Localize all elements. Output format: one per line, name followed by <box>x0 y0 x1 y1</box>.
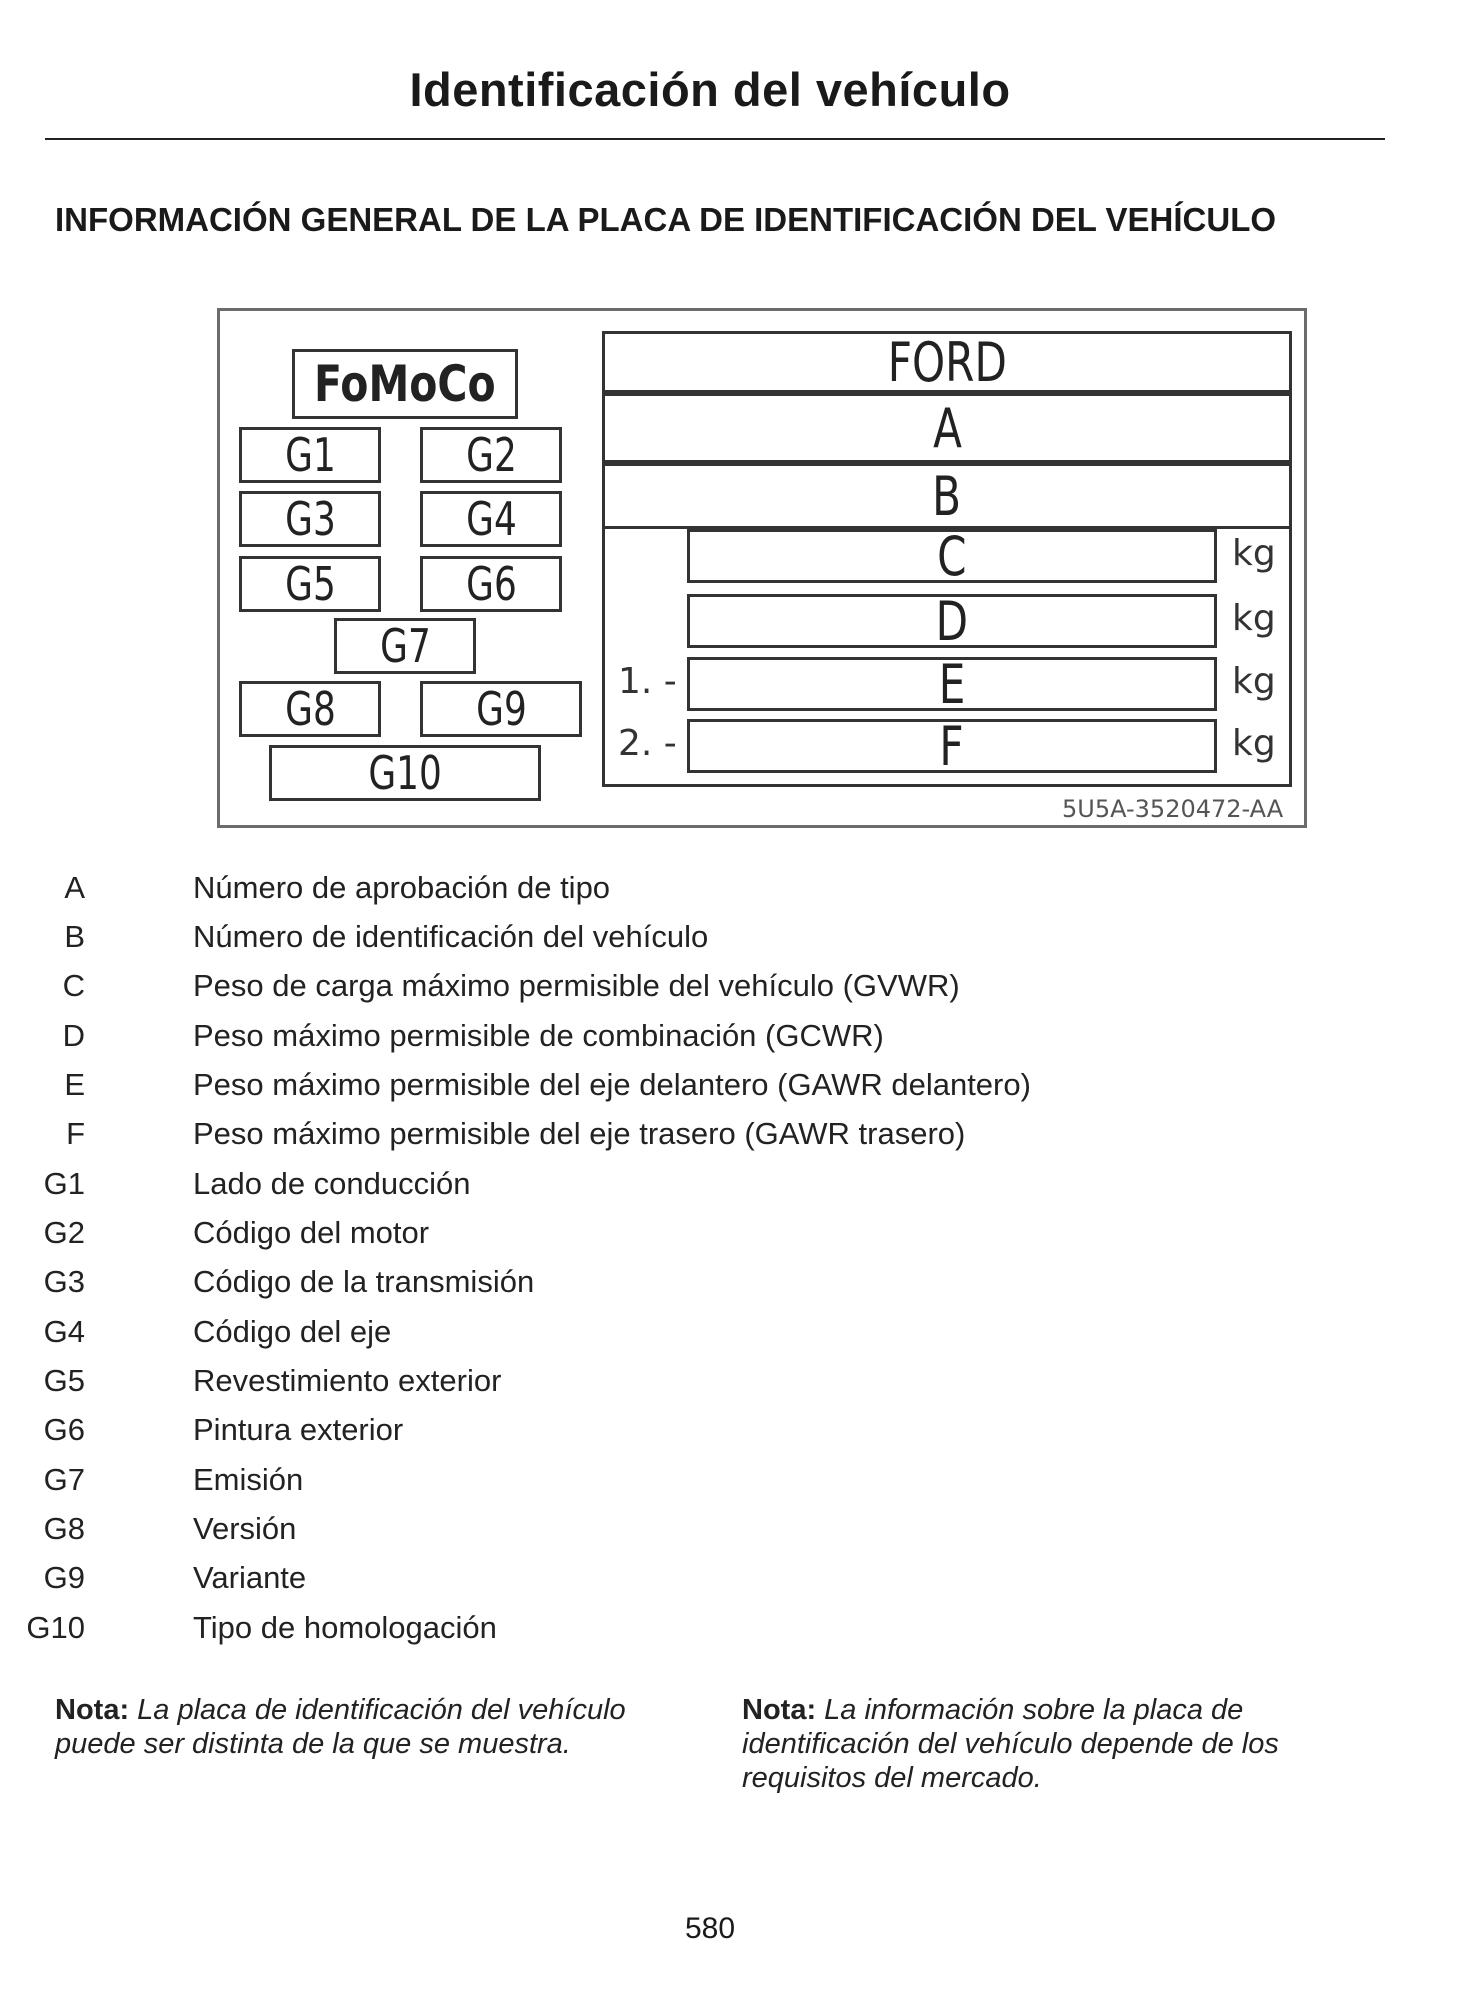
legend-code: G1 <box>43 1166 85 1201</box>
legend-item <box>0 1264 1400 1314</box>
axle-label-2: 2. - <box>618 723 677 764</box>
legend-code: D <box>62 1018 85 1053</box>
legend-description: Peso máximo permisible de combinación (GCWR) <box>193 1018 884 1053</box>
fomoco-logo-text: FoMoCo <box>314 355 496 413</box>
plate-part-number: 5U5A-3520472-AA <box>1062 795 1284 823</box>
plate-box-g8: G8 <box>239 681 381 737</box>
legend-code: E <box>64 1067 85 1102</box>
legend-item <box>0 1314 1400 1364</box>
unit-label-e: kg <box>1232 661 1276 702</box>
legend-item <box>0 1412 1400 1462</box>
unit-label-d: kg <box>1232 598 1276 639</box>
legend-description: Peso máximo permisible del eje trasero (GAWR trasero) <box>193 1116 966 1151</box>
legend-code: G10 <box>26 1610 85 1645</box>
plate-box-g7: G7 <box>334 618 476 674</box>
legend-description: Código del eje <box>193 1314 392 1349</box>
unit-label-f: kg <box>1232 723 1276 764</box>
legend-code: C <box>62 968 85 1003</box>
legend-description: Variante <box>193 1560 307 1595</box>
plate-row-a: A <box>602 393 1292 463</box>
legend-code: A <box>64 870 85 905</box>
plate-row-c: C <box>687 529 1217 583</box>
legend-item <box>0 968 1400 1018</box>
plate-box-g5: G5 <box>239 556 381 612</box>
legend-description: Código del motor <box>193 1215 430 1250</box>
fomoco-logo-box <box>292 349 518 419</box>
legend-description: Lado de conducción <box>193 1166 471 1201</box>
legend-code: G9 <box>43 1560 85 1595</box>
legend-item <box>0 1363 1400 1413</box>
legend-description: Peso de carga máximo permisible del vehículo (GVWR) <box>193 968 960 1003</box>
legend-description: Peso máximo permisible del eje delantero (GAWR delantero) <box>193 1067 1031 1102</box>
identification-plate-diagram <box>217 308 1307 828</box>
section-heading: INFORMACIÓN GENERAL DE LA PLACA DE IDENTIFICACIÓN DEL VEHÍCULO <box>55 201 1277 238</box>
note-label: Nota: <box>742 1694 817 1726</box>
legend-code: G3 <box>43 1264 85 1299</box>
plate-row-d: D <box>687 594 1217 648</box>
legend-item <box>0 1462 1400 1512</box>
title-divider <box>45 138 1385 140</box>
legend-code: G8 <box>43 1511 85 1546</box>
legend-description: Código de la transmisión <box>193 1264 535 1299</box>
axle-label-1: 1. - <box>618 661 677 702</box>
legend-item <box>0 1511 1400 1561</box>
legend-item <box>0 1215 1400 1265</box>
legend-item <box>0 1610 1400 1660</box>
legend-description: Emisión <box>193 1462 304 1497</box>
legend-description: Número de identificación del vehículo <box>193 919 709 954</box>
note-text: La placa de identificación del vehículo puede ser distinta de la que se muestra. <box>55 1694 626 1760</box>
plate-box-g3: G3 <box>239 491 381 547</box>
legend-item <box>0 1166 1400 1216</box>
legend-code: F <box>66 1116 85 1151</box>
page-number: 580 <box>684 1912 736 1945</box>
legend-code: G6 <box>43 1412 85 1447</box>
legend-description: Tipo de homologación <box>193 1610 497 1645</box>
plate-row-b: B <box>602 463 1292 529</box>
legend-description: Versión <box>193 1511 297 1546</box>
plate-box-g6: G6 <box>420 556 562 612</box>
note-right <box>742 1693 1342 1795</box>
page-title: Identificación del vehículo <box>409 63 1011 116</box>
plate-row-e: E <box>687 657 1217 711</box>
note-left <box>55 1693 655 1761</box>
plate-box-g10: G10 <box>269 745 541 801</box>
plate-box-g2: G2 <box>420 427 562 483</box>
plate-row-f: F <box>687 719 1217 773</box>
legend-description: Número de aprobación de tipo <box>193 870 611 905</box>
note-label: Nota: <box>55 1694 130 1726</box>
legend-code: B <box>64 919 85 954</box>
legend-code: G2 <box>43 1215 85 1250</box>
legend-item <box>0 1067 1400 1117</box>
plate-box-g1: G1 <box>239 427 381 483</box>
plate-box-g9: G9 <box>420 681 582 737</box>
unit-label-c: kg <box>1232 533 1276 574</box>
legend-code: G5 <box>43 1363 85 1398</box>
legend-item <box>0 919 1400 969</box>
legend-code: G4 <box>43 1314 85 1349</box>
legend-item <box>0 870 1400 920</box>
legend-description: Pintura exterior <box>193 1412 404 1447</box>
note-text: La información sobre la placa de identificación del vehículo depende de los requisitos del mercado. <box>742 1694 1279 1794</box>
plate-header-ford: FORD <box>602 331 1292 393</box>
legend-description: Revestimiento exterior <box>193 1363 502 1398</box>
legend-item <box>0 1018 1400 1068</box>
legend-item <box>0 1116 1400 1166</box>
legend-item <box>0 1560 1400 1610</box>
plate-box-g4: G4 <box>420 491 562 547</box>
legend-code: G7 <box>43 1462 85 1497</box>
